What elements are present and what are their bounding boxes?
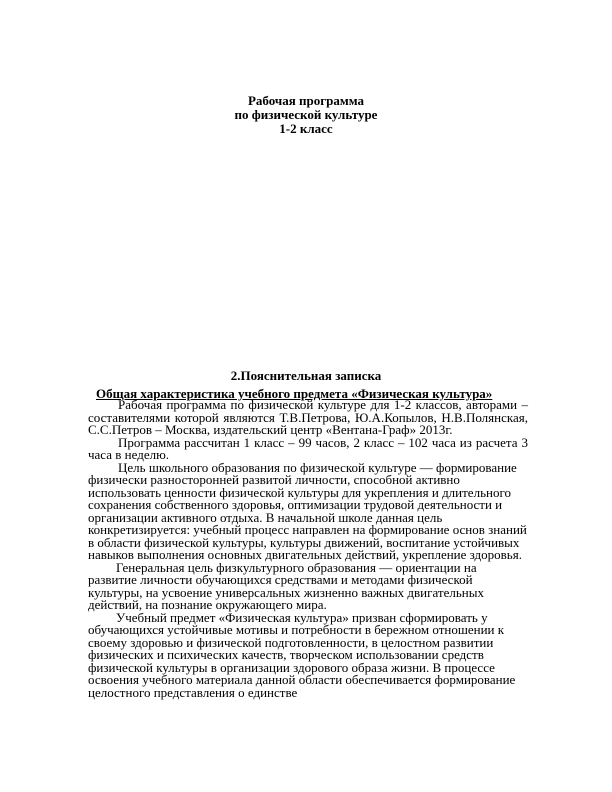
paragraph-4: Генеральная цель физкультурного образования — ориентации на развитие личности обучающихся средствами и методами физической культуры, на усвоение универсальных жизненно важных двигательных действий, на познание окружающего мира. xyxy=(88,559,484,612)
title-line-3: 1-2 класс xyxy=(279,121,333,136)
title-line-2: по физической культуре xyxy=(234,107,378,122)
paragraph-5: Учебный предмет «Физическая культура» призван сформировать у обучающихся устойчивые мотивы и потребности в бережном отношении к своему здоровью и физической подготовленности, в целостном развитии физических и психических качеств, творческом использовании средств физической культуры в организации здорового образа жизни. В процессе освоения учебного материала данной области обеспечивается формирование целостного представления о единстве xyxy=(88,609,516,700)
paragraph-3: Цель школьного образования по физической культуре — формирование физически разносторонней развитой личности, способной активно использовать ценности физической культуры для укрепления и длительного сохранения собственного здоровья, оптимизации трудовой деятельности и организации активного отдыха. В начальной школе данная цель конкретизируется: учебный процесс направлен на формирование основ знаний в области физической культуры, культуры движений, воспитание устойчивых навыков выполнения основных двигательных действий, укрепление здоровья. xyxy=(88,459,527,562)
paragraph-1: Рабочая программа по физической культуре для 1-2 классов, авторами – составителями которой являются Т.В.Петрова, Ю.А.Копылов, Н.В.Полянская, С.С.Петров – Москва, издательский центр «Вентана-Граф» 2013г. xyxy=(88,397,528,437)
document-title xyxy=(0,94,612,136)
subheading-text: Общая характеристика учебного предмета «Физическая культура» xyxy=(96,387,493,401)
title-line-1: Рабочая программа xyxy=(247,93,365,108)
section-heading: 2.Пояснительная записка xyxy=(230,368,382,383)
paragraph-2: Программа рассчитан 1 класс – 99 часов, 2 класс – 102 часа из расчета 3 часа в неделю. xyxy=(88,434,528,462)
body-text xyxy=(88,399,528,699)
